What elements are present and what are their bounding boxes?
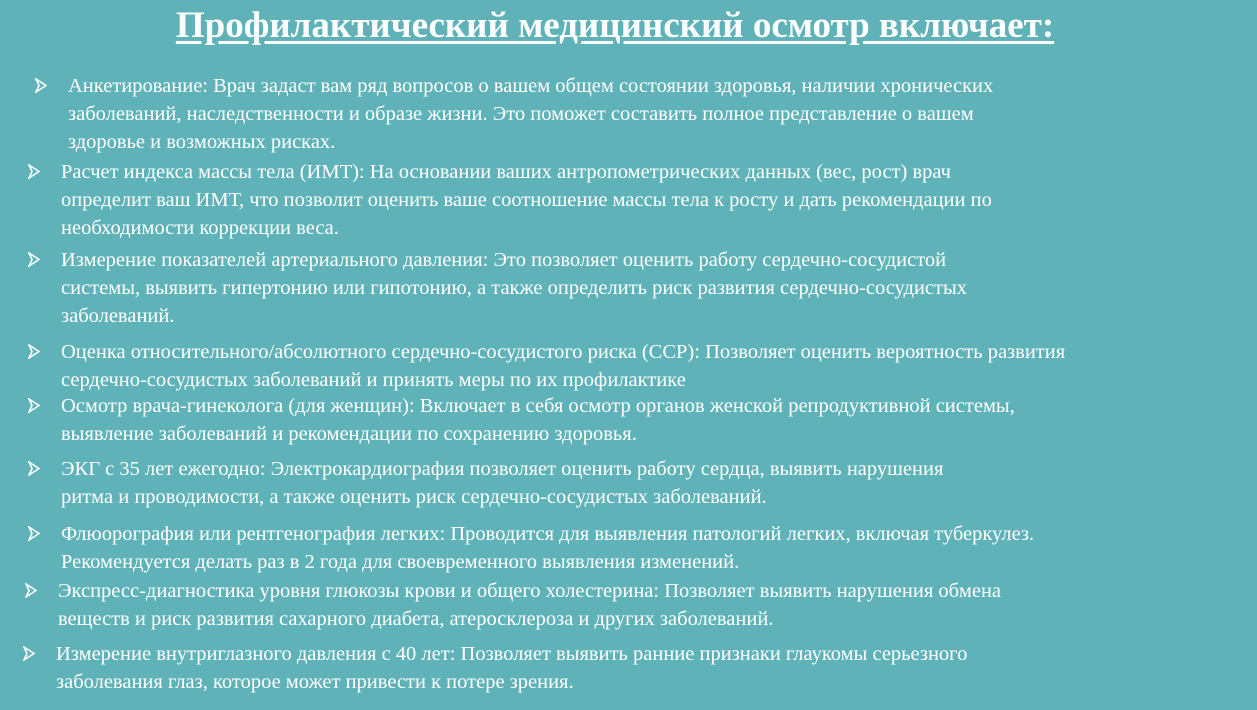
item-line: заболевания глаз, которое может привести к потере зрения. xyxy=(56,671,574,693)
item-line: заболеваний. xyxy=(61,305,175,327)
list-item-gynecologist xyxy=(61,392,1015,448)
item-line: здоровье и возможных рисках. xyxy=(68,131,336,153)
list-item-eye-pressure xyxy=(56,640,967,696)
item-line: Флюорография или рентгенография легких: Проводится для выявления патологий легких, включая туберкулез. xyxy=(61,523,1035,545)
arrowhead-bullet-icon xyxy=(23,646,35,661)
item-line: ЭКГ с 35 лет ежегодно: Электрокардиография позволяет оценить работу сердца, выявить нарушения xyxy=(61,458,944,480)
arrowhead-bullet-icon xyxy=(28,398,40,413)
item-line: Измерение внутриглазного давления с 40 лет: Позволяет выявить ранние признаки глаукомы серьезного xyxy=(56,643,968,665)
item-line: необходимости коррекции веса. xyxy=(61,217,339,239)
item-line: сердечно-сосудистых заболеваний и принять меры по их профилактике xyxy=(61,369,686,391)
item-line: Рекомендуется делать раз в 2 года для своевременного выявления изменений. xyxy=(61,551,740,573)
list-item-glucose-cholesterol xyxy=(58,577,1001,633)
arrowhead-bullet-icon xyxy=(28,461,40,476)
item-line: Осмотр врача-гинеколога (для женщин): Включает в себя осмотр органов женской репродуктивной системы, xyxy=(61,395,1015,417)
arrowhead-bullet-icon xyxy=(25,583,37,598)
item-line: ритма и проводимости, а также оценить риск сердечно-сосудистых заболеваний. xyxy=(61,486,767,508)
arrowhead-bullet-icon xyxy=(28,344,40,359)
list-item-questionnaire xyxy=(68,72,993,156)
arrowhead-bullet-icon xyxy=(28,164,40,179)
list-item-cvd-risk xyxy=(61,338,1065,394)
list-item-blood-pressure xyxy=(61,246,967,330)
item-line: определит ваш ИМТ, что позволит оценить ваше соотношение массы тела к росту и дать рекомендации по xyxy=(61,189,992,211)
item-line: Экспресс-диагностика уровня глюкозы крови и общего холестерина: Позволяет выявить нарушения обмена xyxy=(58,580,1002,602)
item-line: веществ и риск развития сахарного диабета, атеросклероза и других заболеваний. xyxy=(58,608,774,630)
list-item-bmi xyxy=(61,158,992,242)
slide-title: Профилактический медицинский осмотр включает: xyxy=(175,5,1055,46)
item-line: Анкетирование: Врач задаст вам ряд вопросов о вашем общем состоянии здоровья, наличии хронических xyxy=(68,75,994,97)
list-item-ecg xyxy=(61,455,943,511)
arrowhead-bullet-icon xyxy=(35,78,47,93)
item-line: Расчет индекса массы тела (ИМТ): На основании ваших антропометрических данных (вес, рост) врач xyxy=(61,161,951,183)
item-line: системы, выявить гипертонию или гипотонию, а также определить риск развития сердечно-сосудистых xyxy=(61,277,967,299)
item-line: Измерение показателей артериального давления: Это позволяет оценить работу сердечно-сосудистой xyxy=(61,249,947,271)
list-item-fluorography xyxy=(61,520,1034,576)
arrowhead-bullet-icon xyxy=(28,252,40,267)
item-line: заболеваний, наследственности и образе жизни. Это поможет составить полное представление о вашем xyxy=(68,103,974,125)
item-line: выявление заболеваний и рекомендации по сохранению здоровья. xyxy=(61,423,637,445)
item-line: Оценка относительного/абсолютного сердечно-сосудистого риска (ССР): Позволяет оценить вероятность развития xyxy=(61,341,1066,363)
arrowhead-bullet-icon xyxy=(28,526,40,541)
